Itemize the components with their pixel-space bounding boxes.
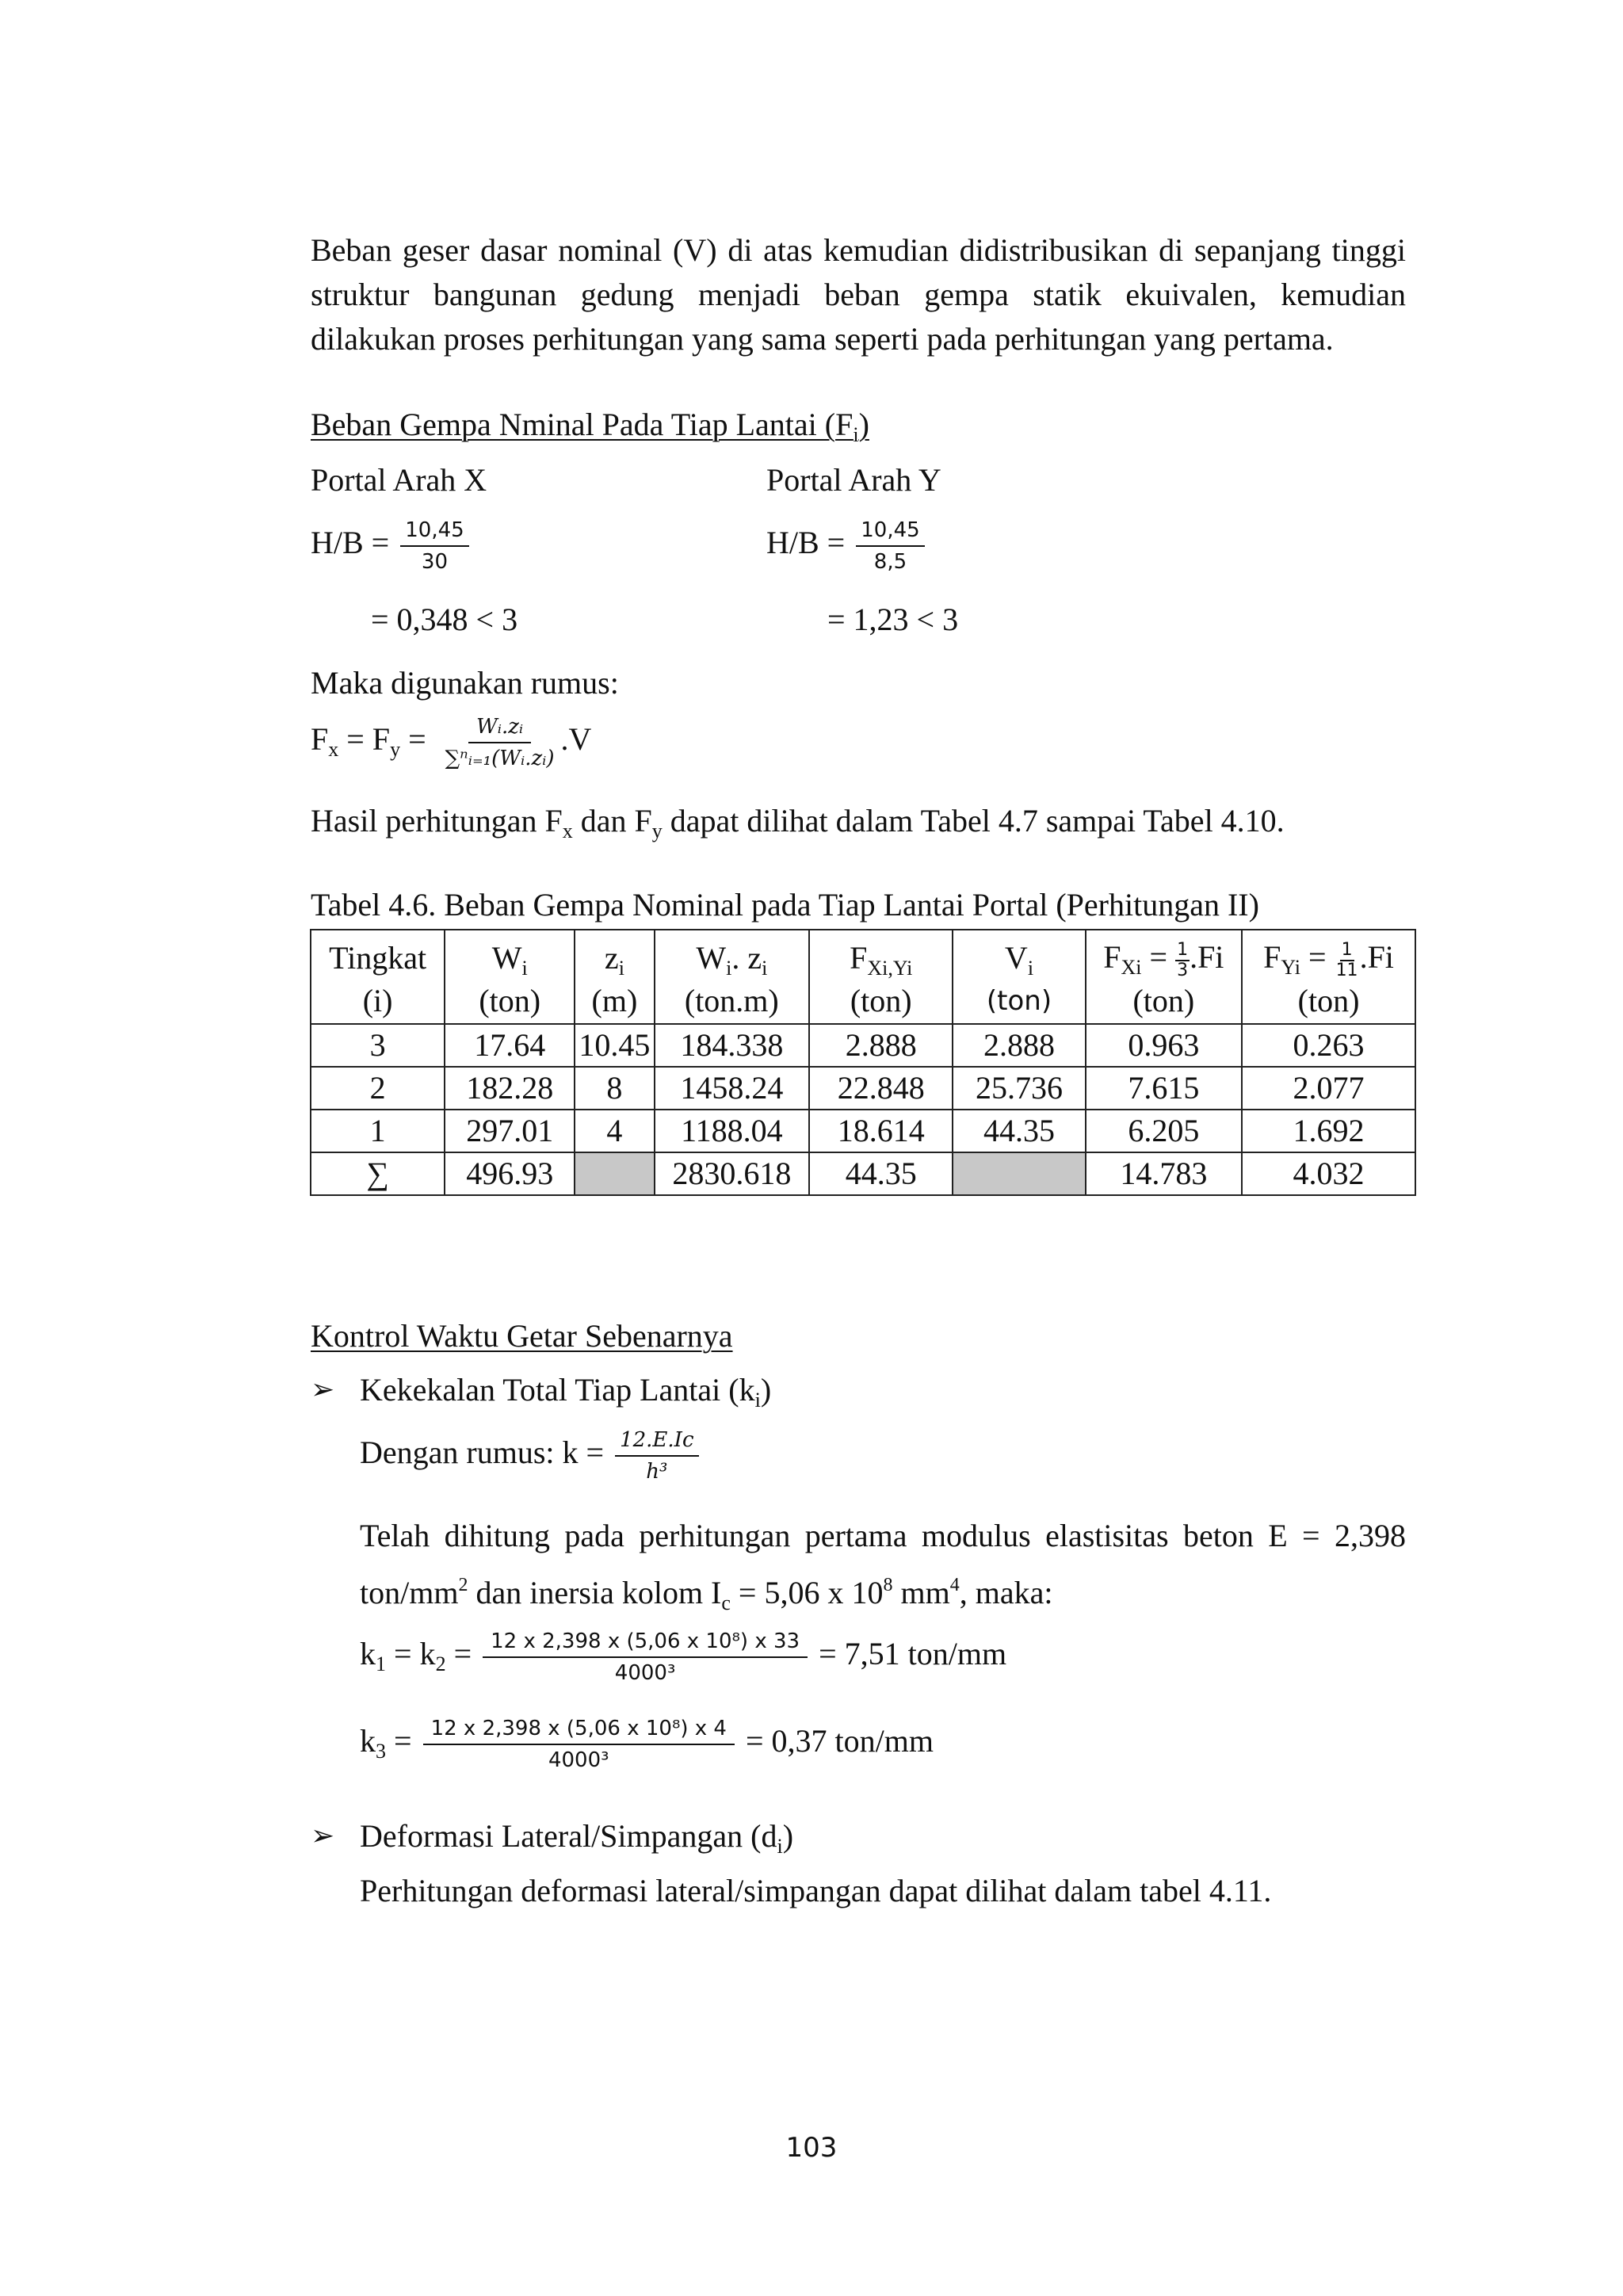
cell: 22.848 — [809, 1067, 953, 1110]
table-row — [311, 1024, 1415, 1067]
page-number: 103 — [785, 2132, 838, 2164]
cell: 14.783 — [1086, 1152, 1243, 1195]
shaded-cell — [953, 1152, 1085, 1195]
cell: 0.963 — [1086, 1024, 1243, 1067]
cell: 44.35 — [809, 1152, 953, 1195]
cell: 7.615 — [1086, 1067, 1243, 1110]
cell: 1188.04 — [655, 1110, 810, 1152]
header-tingkat: Tingkat — [311, 930, 445, 980]
table-caption: Tabel 4.6. Beban Gempa Nominal pada Tiap Lantai Portal (Perhitungan II) — [311, 887, 1259, 923]
cell: 0.263 — [1242, 1024, 1415, 1067]
cell: 297.01 — [445, 1110, 575, 1152]
deformasi-text: Perhitungan deformasi lateral/simpangan dapat dilihat dalam tabel 4.11. — [360, 1873, 1272, 1908]
portal-x-hb-formula: H/B = $\frac{10,45}{30}$ — [311, 517, 472, 575]
k1-k2-fraction: $\frac{\text{12 x 2,398 x (5,06 x 10⁸) x 33}}{\text{4000³}}$ — [483, 1628, 808, 1687]
k3-fraction: $\frac{\text{12 x 2,398 x (5,06 x 10⁸) x 4}}{\text{4000³}}$ — [423, 1715, 735, 1774]
unit-cell: (ton) — [1242, 980, 1415, 1024]
cell: 2.888 — [809, 1024, 953, 1067]
k1-k2-formula: $k_1 = k_2$ = $\frac{\text{12 x 2,398 x (5,06 x 10⁸) x 33}}{\text{4000³}}$ = 7,51 ton/mm — [360, 1629, 1007, 1685]
cell: 10.45 — [575, 1024, 654, 1067]
arrow-bullet-icon: ➢ — [311, 1820, 335, 1852]
table-unit-row — [311, 980, 1415, 1024]
cell: 2.077 — [1242, 1067, 1415, 1110]
cell: 18.614 — [809, 1110, 953, 1152]
cell: 496.93 — [445, 1152, 575, 1195]
unit-cell: (m) — [575, 980, 654, 1024]
cell: ∑ — [311, 1152, 445, 1195]
cell: 1458.24 — [655, 1067, 810, 1110]
header-w: $W_i$ — [445, 930, 575, 980]
cell: 2830.618 — [655, 1152, 810, 1195]
header-fy: $F_{Yi}$ = $\frac{1}{11}$ .Fi — [1242, 930, 1415, 980]
table-row — [311, 1110, 1415, 1152]
cell: 182.28 — [445, 1067, 575, 1110]
cell: 4 — [575, 1110, 654, 1152]
maka-text: Maka digunakan rumus: — [311, 665, 619, 701]
cell: 6.205 — [1086, 1110, 1243, 1152]
portal-y-label: Portal Arah Y — [766, 462, 941, 498]
cell: 4.032 — [1242, 1152, 1415, 1195]
cell: 25.736 — [953, 1067, 1085, 1110]
cell: 3 — [311, 1024, 445, 1067]
cell: 8 — [575, 1067, 654, 1110]
unit-cell: (ton) — [953, 980, 1085, 1024]
cell: 44.35 — [953, 1110, 1085, 1152]
cell: 1 — [311, 1110, 445, 1152]
header-z: $z_i$ — [575, 930, 654, 980]
cell: 1.692 — [1242, 1110, 1415, 1152]
force-formula: $F_x = F_y$ = $\frac{\text{Wᵢ.zᵢ}}{\text{∑ⁿᵢ₌₁(Wᵢ.zᵢ)}}$ .V — [311, 715, 592, 770]
cell: 2.888 — [953, 1024, 1085, 1067]
portal-x-fraction: $\frac{10,45}{30}$ — [400, 517, 468, 575]
portal-y-result: = 1,23 < 3 — [827, 602, 959, 637]
cell: 17.64 — [445, 1024, 575, 1067]
force-fraction: $\frac{\text{Wᵢ.zᵢ}}{\text{∑ⁿᵢ₌₁(Wᵢ.zᵢ)}}$ — [445, 715, 555, 770]
portal-x-label: Portal Arah X — [311, 462, 487, 498]
portal-y-hb-formula: H/B = $\frac{10,45}{8,5}$ — [766, 517, 928, 575]
elastisitas-line-2: ton/$mm^2$ dan inersia kolom $I_c = 5,06$ x $10^8$ $mm^4$, maka: — [360, 1575, 1053, 1614]
elastisitas-line-1: Telah dihitung pada perhitungan pertama modulus elastisitas beton E = 2,398 — [360, 1518, 1406, 1553]
table-total-row — [311, 1152, 1415, 1195]
unit-cell: (i) — [311, 980, 445, 1024]
cell: 2 — [311, 1067, 445, 1110]
cell: 184.338 — [655, 1024, 810, 1067]
arrow-bullet-icon: ➢ — [311, 1373, 335, 1406]
portal-x-result: = 0,348 < 3 — [371, 602, 518, 637]
table-header-row — [311, 930, 1415, 980]
intro-paragraph: Beban geser dasar nominal (V) di atas kemudian didistribusikan di sepanjang tinggi struktur bangunan gedung menjadi beban gempa statik ekuivalen, kemudian dilakukan proses perhitungan yang sama seperti pada perhitungan yang pertama. — [311, 232, 1406, 357]
unit-cell: (ton) — [445, 980, 575, 1024]
unit-cell: (ton) — [1086, 980, 1243, 1024]
unit-cell: (ton) — [809, 980, 953, 1024]
item-kekekalan: Kekekalan Total Tiap Lantai $(k_i)$ — [360, 1372, 772, 1412]
header-f: $F_{Xi,Yi}$ — [809, 930, 953, 980]
item-deformasi: Deformasi Lateral/Simpangan $(d_i)$ — [360, 1818, 794, 1858]
load-table — [310, 929, 1416, 1196]
unit-cell: (ton.m) — [655, 980, 810, 1024]
section-title-kontrol: Kontrol Waktu Getar Sebenarnya — [311, 1318, 733, 1354]
rumus-k-fraction: $\frac{\text{12.E.I𝑐}}{\text{h³}}$ — [615, 1427, 698, 1485]
section-title-beban-gempa: Beban Gempa Nminal Pada Tiap Lantai $(F_i)$ — [311, 407, 869, 446]
header-v: $V_i$ — [953, 930, 1085, 980]
rumus-k-formula: Dengan rumus: k = $\frac{\text{12.E.I𝑐}}{\text{h³}}$ — [360, 1427, 702, 1485]
table-row — [311, 1067, 1415, 1110]
shaded-cell — [575, 1152, 654, 1195]
portal-y-fraction: $\frac{10,45}{8,5}$ — [856, 517, 924, 575]
k3-formula: $k_3$ = $\frac{\text{12 x 2,398 x (5,06 x 10⁸) x 4}}{\text{4000³}}$ = 0,37 ton/mm — [360, 1717, 934, 1772]
header-wz: $W_i$. $z_i$ — [655, 930, 810, 980]
hasil-text: Hasil perhitungan $F_x$ dan $F_y$ dapat dilihat dalam Tabel 4.7 sampai Tabel 4.10. — [311, 803, 1285, 842]
header-fx: $F_{Xi}$ = $\frac{1}{3}$ .Fi — [1086, 930, 1243, 980]
